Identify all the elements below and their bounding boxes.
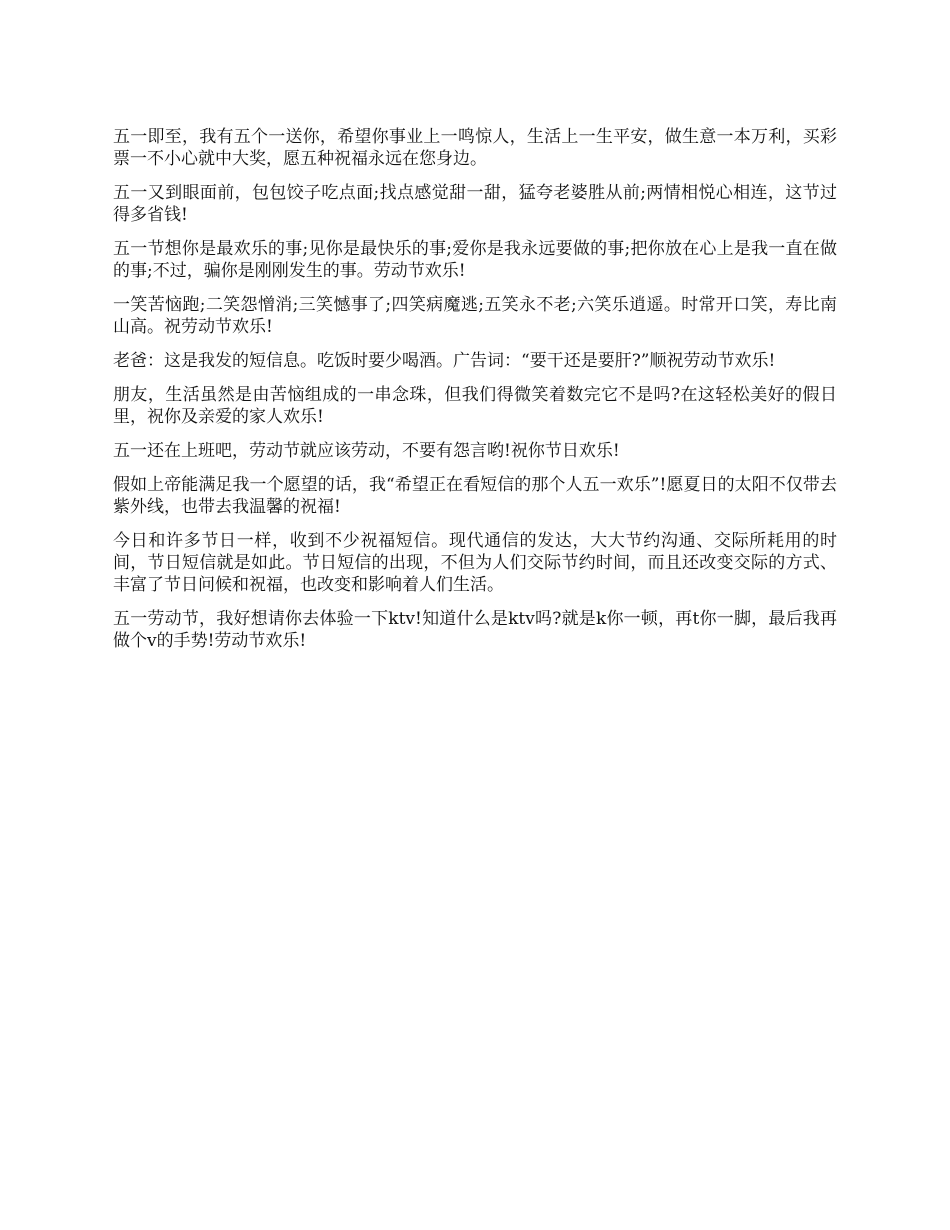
paragraph-3: 五一节想你是最欢乐的事;见你是最快乐的事;爱你是我永远要做的事;把你放在心上是我一直在做的事;不过，骗你是刚刚发生的事。劳动节欢乐!: [113, 239, 837, 281]
paragraph-2: 五一又到眼面前，包包饺子吃点面;找点感觉甜一甜，猛夸老婆胜从前;两情相悦心相连，这节过得多省钱!: [113, 183, 837, 225]
paragraph-9: 今日和许多节日一样，收到不少祝福短信。现代通信的发达，大大节约沟通、交际所耗用的时间，节日短信就是如此。节日短信的出现，不但为人们交际节约时间，而且还改变交际的方式、丰富了节日问候和祝福，也改变和影响着人们生活。: [113, 531, 837, 595]
paragraph-5: 老爸：这是我发的短信息。吃饭时要少喝酒。广告词：“要干还是要肝?”顺祝劳动节欢乐!: [113, 351, 776, 371]
paragraph-7: 五一还在上班吧，劳动节就应该劳动，不要有怨言哟!祝你节日欢乐!: [113, 441, 620, 461]
document-body: [113, 126, 837, 664]
paragraph-10: 五一劳动节，我好想请你去体验一下ktv!知道什么是ktv吗?就是k你一顿，再t你一脚，最后我再做个v的手势!劳动节欢乐!: [113, 609, 837, 651]
paragraph-6: 朋友，生活虽然是由苦恼组成的一串念珠，但我们得微笑着数完它不是吗?在这轻松美好的假日里，祝你及亲爱的家人欢乐!: [113, 385, 837, 427]
paragraph-8: 假如上帝能满足我一个愿望的话，我“希望正在看短信的那个人五一欢乐”!愿夏日的太阳不仅带去紫外线，也带去我温馨的祝福!: [113, 475, 837, 517]
paragraph-4: 一笑苦恼跑;二笑怨憎消;三笑憾事了;四笑病魔逃;五笑永不老;六笑乐逍遥。时常开口笑，寿比南山高。祝劳动节欢乐!: [113, 295, 837, 337]
paragraph-1: 五一即至，我有五个一送你，希望你事业上一鸣惊人，生活上一生平安，做生意一本万利，买彩票一不小心就中大奖，愿五种祝福永远在您身边。: [113, 127, 837, 169]
